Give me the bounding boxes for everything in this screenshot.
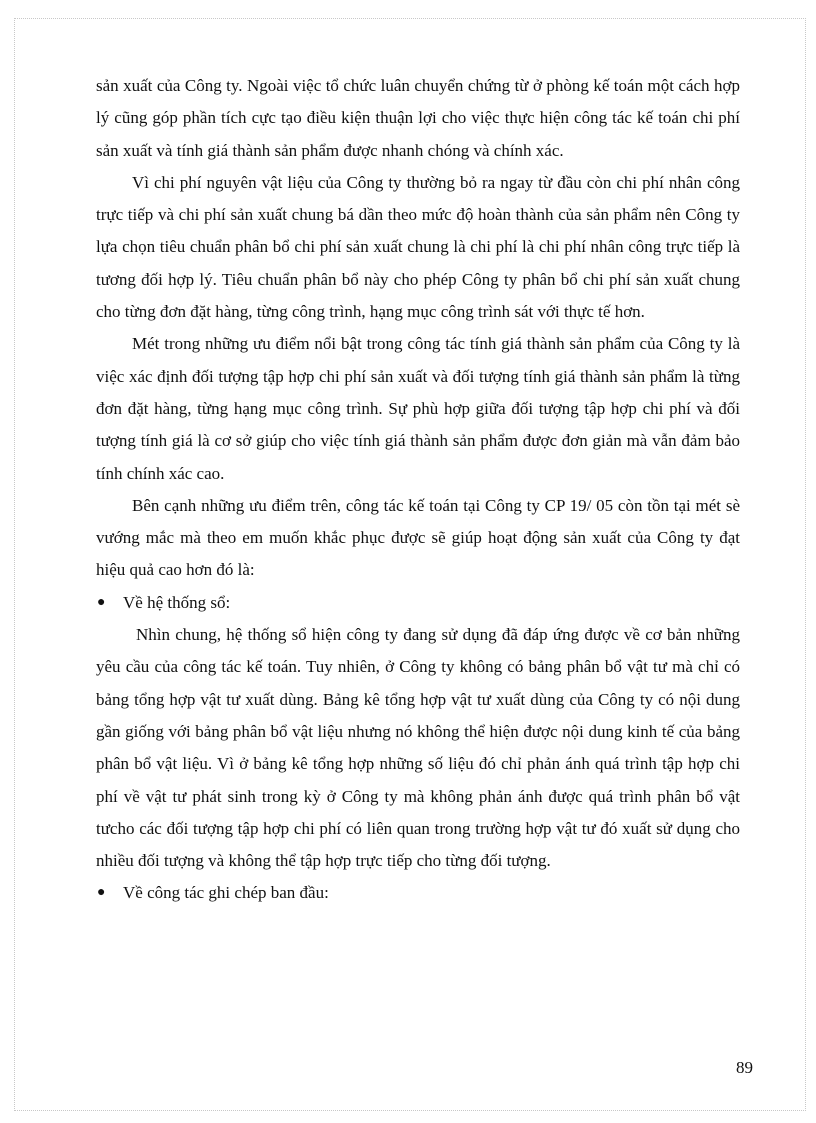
page-number: 89 (736, 1058, 753, 1077)
bullet-icon: ● (97, 885, 106, 901)
bullet-item-so (96, 587, 740, 619)
paragraph-2: Vì chi phí nguyên vật liệu của Công ty thường bỏ ra ngay từ đầu còn chi phí nhân công trực tiếp và chi phí sản xuất chung bá dần theo mức độ hoàn thành của sản phẩm nên Công ty lựa chọn tiêu chuẩn phân bổ chi phí sản xuất chung là chi phí là chi phí nhân công trực tiếp là tương đối hợp lý. Tiêu chuẩn phân bổ này cho phép Công ty phân bổ chi phí sản xuất chung cho từng đơn đặt hàng, từng công trình, hạng mục công trình sát với thực tế hơn. (96, 172, 740, 322)
paragraph-5: Nhìn chung, hệ thống sổ hiện công ty đang sử dụng đã đáp ứng được về cơ bản những yêu cầu của công tác kế toán. Tuy nhiên, ở Công ty không có bảng phân bổ vật tư mà chỉ có bảng tổng hợp vật tư xuất dùng. Bảng kê tổng hợp vật tư xuất dùng của Công ty có nội dung gần giống với bảng phân bổ vật liệu nhưng nó không thể hiện được nội dung kinh tế của bảng phân bổ vật liệu. Vì ở bảng kê tổng hợp những số liệu đó chỉ phản ánh quá trình tập hợp chi phí về vật tư phát sinh trong kỳ ở Công ty mà không phản ánh được quá trình phân bổ vật tưcho các đối tượng tập hợp chi phí có liên quan trong trường hợp vật tư đó xuất sử dụng cho nhiều đối tượng và không thể tập hợp trực tiếp cho từng đối tượng. (96, 625, 740, 871)
bullet-icon: ● (97, 594, 106, 610)
paragraph-1: sản xuất của Công ty. Ngoài việc tổ chức luân chuyển chứng từ ở phòng kế toán một cách hợp lý cũng góp phần tích cực tạo điều kiện thuận lợi cho việc thực hiện công tác kế toán chi phí sản xuất và tính giá thành sản phẩm được nhanh chóng và chính xác. (96, 76, 740, 160)
paragraph-3: Mét trong những ưu điểm nổi bật trong công tác tính giá thành sản phẩm của Công ty là việc xác định đối tượng tập hợp chi phí sản xuất và đối tượng tính giá thành sản phẩm là từng đơn đặt hàng, từng hạng mục công trình. Sự phù hợp giữa đối tượng tập hợp chi phí và đối tượng tính giá là cơ sở giúp cho việc tính giá thành sản phẩm được đơn giản mà vẫn đảm bảo tính chính xác cao. (96, 334, 740, 483)
bullet-item-ghi-chep-label: Về công tác ghi chép ban đầu: (123, 883, 329, 903)
paragraph-4: Bên cạnh những ưu điểm trên, công tác kế toán tại Công ty CP 19/ 05 còn tồn tại mét sè vướng mắc mà theo em muốn khắc phục được sẽ giúp hoạt động sản xuất của Công ty đạt hiệu quả cao hơn đó là: (96, 495, 740, 580)
page-body (96, 70, 740, 910)
bullet-item-ghi-chep (96, 877, 740, 909)
bullet-item-so-label: Về hệ thống sổ: (123, 592, 231, 612)
